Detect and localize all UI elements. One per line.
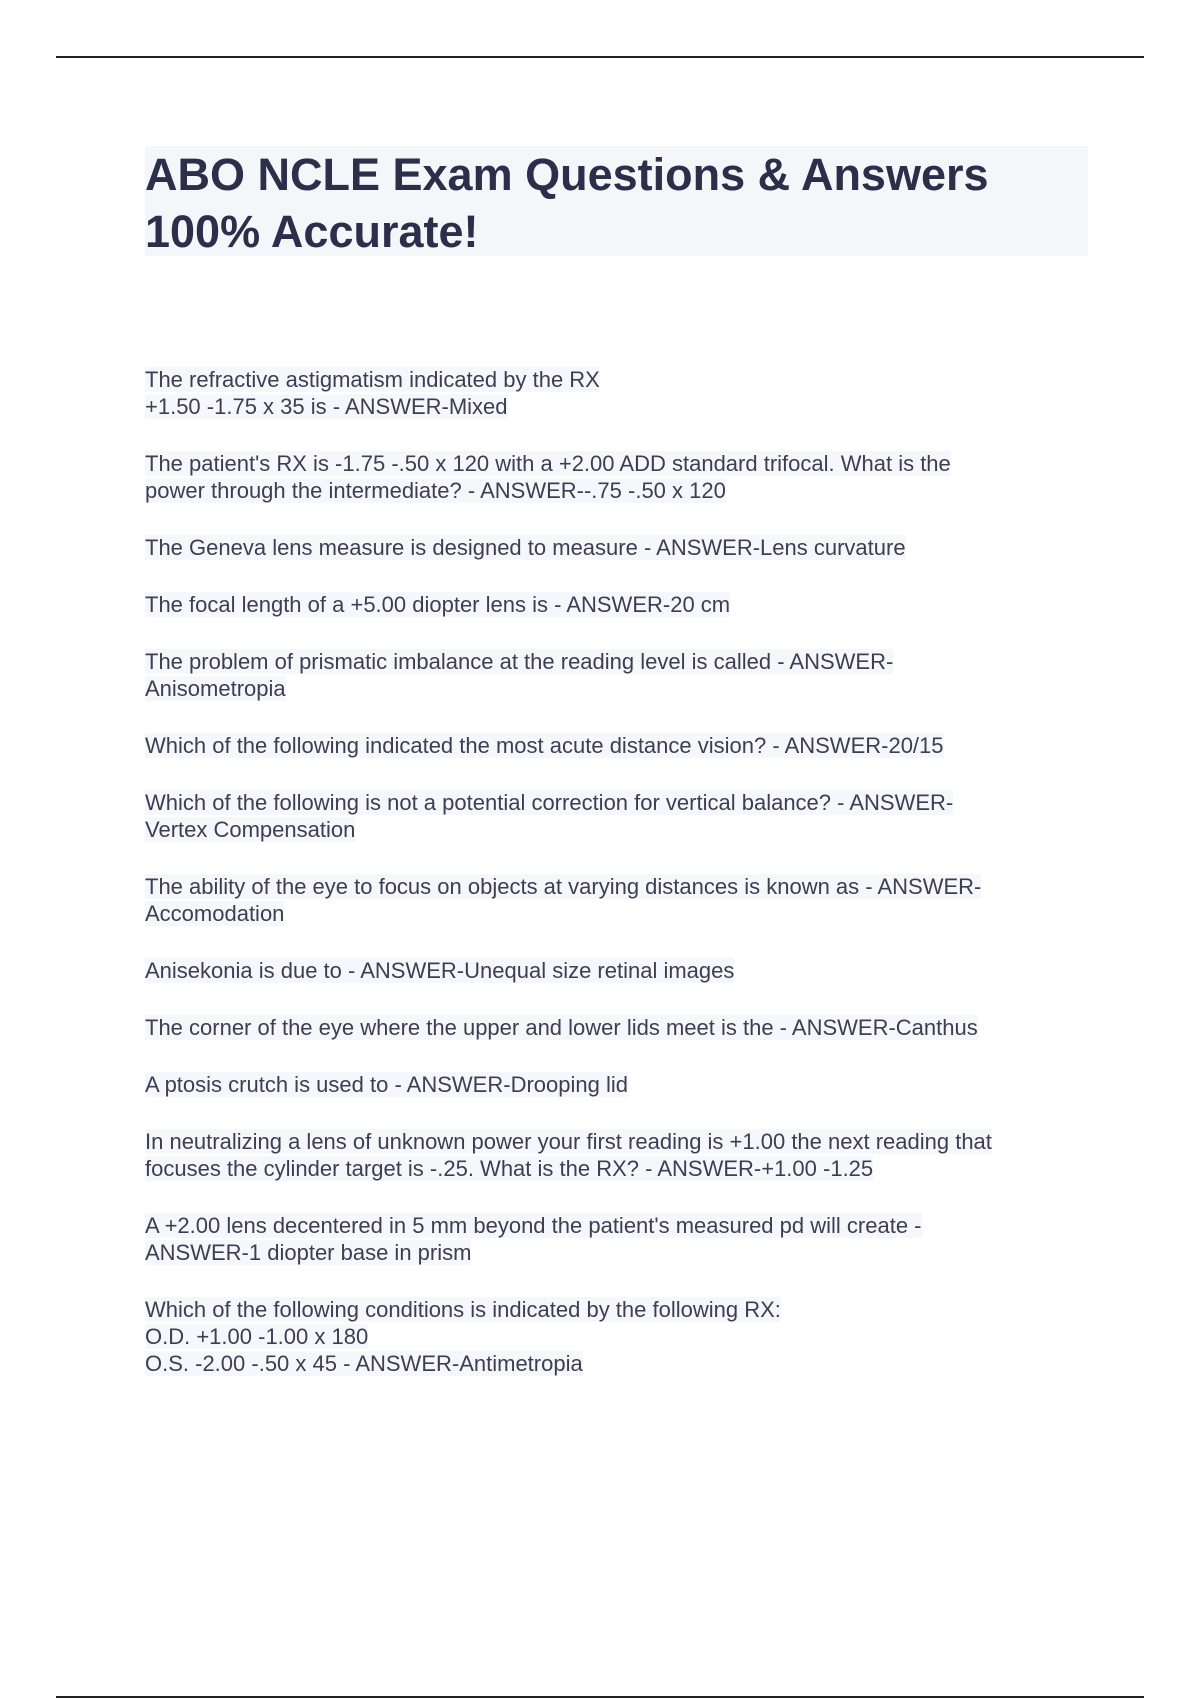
qa-text: O.D. +1.00 -1.00 x 180 <box>145 1324 369 1349</box>
qa-line <box>145 732 1095 759</box>
qa-item <box>145 1014 1095 1041</box>
qa-text: Accomodation <box>145 901 285 926</box>
title-line: 100% Accurate! <box>145 206 479 257</box>
qa-text: power through the intermediate? - ANSWER--.75 -.50 x 120 <box>145 478 726 503</box>
title-line: ABO NCLE Exam Questions & Answers <box>145 149 989 200</box>
qa-text: Which of the following conditions is indicated by the following RX: <box>145 1297 781 1322</box>
qa-line <box>145 534 1095 561</box>
qa-line <box>145 1014 1095 1041</box>
qa-text: focuses the cylinder target is -.25. What is the RX? - ANSWER-+1.00 -1.25 <box>145 1156 874 1181</box>
top-divider <box>56 56 1144 58</box>
qa-text: The refractive astigmatism indicated by the RX <box>145 367 600 392</box>
qa-text: The patient's RX is -1.75 -.50 x 120 with a +2.00 ADD standard trifocal. What is the <box>145 451 951 476</box>
qa-item <box>145 789 1095 843</box>
qa-text: Anisometropia <box>145 676 286 701</box>
qa-line <box>145 1155 1095 1182</box>
qa-line <box>145 900 1095 927</box>
qa-line <box>145 789 1095 816</box>
qa-line <box>145 591 1095 618</box>
qa-text: The corner of the eye where the upper and lower lids meet is the - ANSWER-Canthus <box>145 1015 978 1040</box>
qa-text: The problem of prismatic imbalance at the reading level is called - ANSWER- <box>145 649 894 674</box>
qa-text: The Geneva lens measure is designed to measure - ANSWER-Lens curvature <box>145 535 906 560</box>
qa-line <box>145 1323 1095 1350</box>
qa-line <box>145 393 1095 420</box>
qa-line <box>145 873 1095 900</box>
qa-text: O.S. -2.00 -.50 x 45 - ANSWER-Antimetropia <box>145 1351 583 1376</box>
qa-text: Which of the following is not a potential correction for vertical balance? - ANSWER- <box>145 790 954 815</box>
qa-line <box>145 648 1095 675</box>
qa-line <box>145 1239 1095 1266</box>
qa-text: A +2.00 lens decentered in 5 mm beyond the patient's measured pd will create - <box>145 1213 922 1238</box>
qa-text: Which of the following indicated the most acute distance vision? - ANSWER-20/15 <box>145 733 944 758</box>
qa-item <box>145 1212 1095 1266</box>
qa-line <box>145 816 1095 843</box>
qa-item <box>145 366 1095 420</box>
qa-line <box>145 1128 1095 1155</box>
qa-line <box>145 477 1095 504</box>
qa-text: ANSWER-1 diopter base in prism <box>145 1240 472 1265</box>
qa-line <box>145 675 1095 702</box>
title-block <box>145 146 1088 256</box>
qa-item <box>145 957 1095 984</box>
qa-item <box>145 1296 1095 1377</box>
qa-item <box>145 873 1095 927</box>
qa-item <box>145 1128 1095 1182</box>
qa-item <box>145 450 1095 504</box>
qa-text: The focal length of a +5.00 diopter lens is - ANSWER-20 cm <box>145 592 731 617</box>
qa-line <box>145 1212 1095 1239</box>
qa-line <box>145 1296 1095 1323</box>
qa-line <box>145 1350 1095 1377</box>
qa-item <box>145 591 1095 618</box>
bottom-divider <box>56 1696 1144 1698</box>
document-title <box>145 146 1088 260</box>
qa-line <box>145 450 1095 477</box>
qa-line <box>145 957 1095 984</box>
qa-line <box>145 366 1095 393</box>
qa-item <box>145 732 1095 759</box>
qa-line <box>145 1071 1095 1098</box>
qa-item <box>145 648 1095 702</box>
qa-text: Vertex Compensation <box>145 817 356 842</box>
qa-text: A ptosis crutch is used to - ANSWER-Drooping lid <box>145 1072 628 1097</box>
qa-item <box>145 1071 1095 1098</box>
qa-text: Anisekonia is due to - ANSWER-Unequal size retinal images <box>145 958 735 983</box>
qa-text: The ability of the eye to focus on objects at varying distances is known as - ANSWER- <box>145 874 982 899</box>
qa-text: +1.50 -1.75 x 35 is - ANSWER-Mixed <box>145 394 508 419</box>
qa-item <box>145 534 1095 561</box>
qa-list <box>145 366 1095 1377</box>
qa-text: In neutralizing a lens of unknown power your first reading is +1.00 the next reading that <box>145 1129 992 1154</box>
